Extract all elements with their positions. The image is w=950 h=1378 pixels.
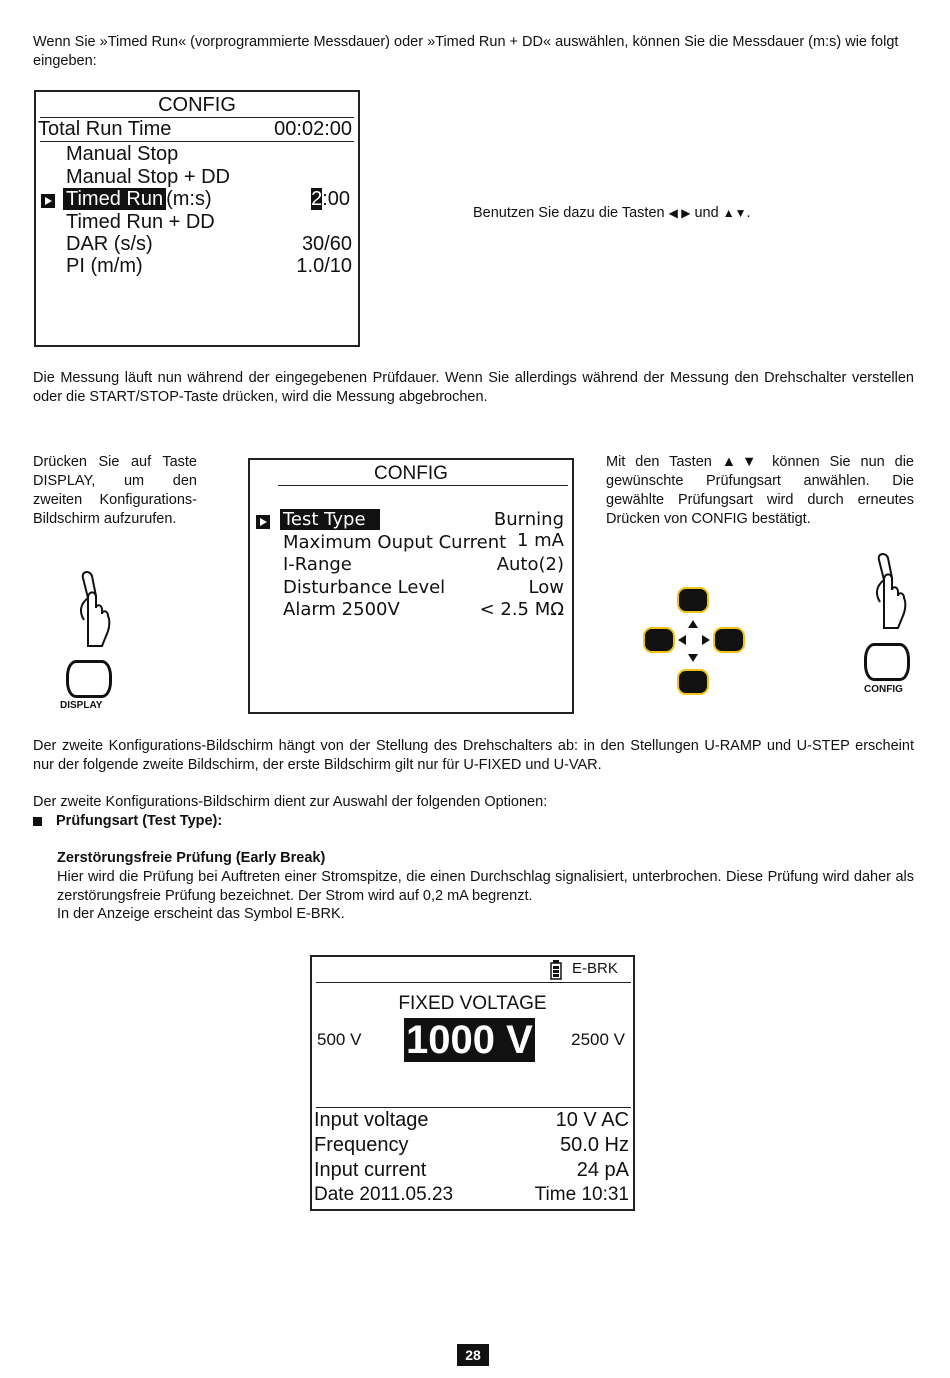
pointing-hand-icon [66,568,116,648]
bullet-test-type: Prüfungsart (Test Type): [33,812,222,831]
config-key-button[interactable] [864,643,910,681]
config-screen-1 [34,90,360,347]
input-voltage-label: Input voltage [314,1109,429,1131]
right-key-button [714,628,744,652]
pointing-hand-icon [862,550,912,630]
option-manual-stop: Manual Stop [66,143,179,165]
max-current-value: 1 mA [516,530,564,551]
test-type-value: Burning [493,509,564,530]
display-key-button[interactable] [66,660,112,698]
total-run-time-label: Total Run Time [38,118,172,140]
second-screen-text: Der zweite Konfigurations-Bildschirm hängt von der Stellung des Drehschalters ab: in den Stellungen U-RAMP und U-STEP erscheint nur der folgende zweite Bildschirm, der erste Bildschirm gilt nur für U-FIXED und U-VAR. [33,738,914,773]
option-timed-run-dd: Timed Run + DD [66,211,215,233]
up-key-button [678,588,708,612]
option-manual-stop-dd: Manual Stop + DD [66,166,230,188]
row-test-type: Test Type [280,509,380,530]
row-max-current: Maximum Ouput Current [283,532,507,553]
symbol-text: In der Anzeige erscheint das Symbol E-BRK. [57,906,345,922]
frequency-label: Frequency [314,1134,409,1156]
measure-text: Die Messung läuft nun während der eingegebenen Prüfdauer. Wenn Sie allerdings während der Messung den Drehschalter verstellen oder die START/STOP-Taste drücken, wird die Messung abgebrochen. [33,370,914,405]
dar-value: 30/60 [301,233,352,255]
option-timed-run: Timed Run (m:s) [63,188,212,211]
option-pi: PI (m/m) [66,255,143,277]
row-disturbance: Disturbance Level [283,577,446,598]
pi-value: 1.0/10 [296,255,352,277]
bullet-icon [33,817,42,826]
alarm-value: < 2.5 MΩ [479,599,564,620]
intro-text: Wenn Sie »Timed Run« (vorprogrammierte Messdauer) oder »Timed Run + DD« auswählen, können Sie die Messdauer (m:s) wie folgt eingeben: [33,34,899,69]
voltage-display: 1000 V [406,1018,533,1062]
timed-run-value: 2:00 [311,188,350,210]
display-key-label: DISPLAY [60,700,103,711]
mode-label: FIXED VOLTAGE [398,993,547,1014]
date-label: Date 2011.05.23 [314,1184,454,1205]
input-voltage-value: 10 V AC [555,1109,629,1131]
frequency-value: 50.0 Hz [560,1134,629,1156]
input-current-label: Input current [314,1159,427,1181]
min-voltage: 500 V [317,1030,362,1049]
max-voltage: 2500 V [571,1030,625,1049]
selection-arrow-icon [256,515,270,529]
input-current-value: 24 pA [576,1159,629,1181]
early-break-text: Hier wird die Prüfung bei Auftreten einer Stromspitze, die einen Durchschlag signalisiert, unterbrochen. Diese Prüfung wird daher als zerstörungsfreie Prüfung bezeichnet. Der Strom wird auf 0,2 mA begrenzt. [57,869,914,904]
config2-title: CONFIG [374,463,448,484]
page-number: 28 [457,1344,489,1366]
config-instructions: Mit den Tasten ▲▼ können Sie nun die gewünschte Prüfungsart anwählen. Die gewählte Prüfungsart wird durch erneutes Drücken von CONFIG bestätigt. [606,454,914,527]
left-arrow-icon [678,635,686,645]
display-instructions: Drücken Sie auf Taste DISPLAY, um den zweiten Konfigurations- Bildschirm aufzurufen. [33,454,197,527]
total-run-time-value: 00:02:00 [274,118,352,140]
early-break-title: Zerstörungsfreie Prüfung (Early Break) [57,850,326,866]
config-title: CONFIG [158,94,236,116]
i-range-value: Auto(2) [496,554,564,575]
config-key-label: CONFIG [864,684,903,695]
down-key-button [678,670,708,694]
left-right-arrows-icon: ◀ ▶ [668,206,691,220]
row-i-range: I-Range [283,554,352,575]
edit-cursor: 2 [311,188,323,210]
selection-arrow-icon [41,194,55,208]
time-value: Time 10:31 [534,1184,629,1205]
up-down-arrows-icon: ▲▼ [722,206,747,220]
battery-icon [550,960,562,980]
status-ebrk: E-BRK [572,960,618,977]
right-arrow-icon [702,635,710,645]
options-intro: Der zweite Konfigurations-Bildschirm dient zur Auswahl der folgenden Optionen: [33,794,548,810]
config-screen-2 [248,458,574,714]
fixed-voltage-screen [310,955,635,1211]
keys-hint: Benutzen Sie dazu die Tasten ◀ ▶ und ▲▼. [473,205,751,221]
option-dar: DAR (s/s) [66,233,153,255]
navigation-keypad [642,586,748,698]
left-key-button [644,628,674,652]
down-arrow-icon [688,654,698,662]
row-alarm: Alarm 2500V [283,599,400,620]
up-arrow-icon [688,620,698,628]
disturbance-value: Low [528,577,564,598]
